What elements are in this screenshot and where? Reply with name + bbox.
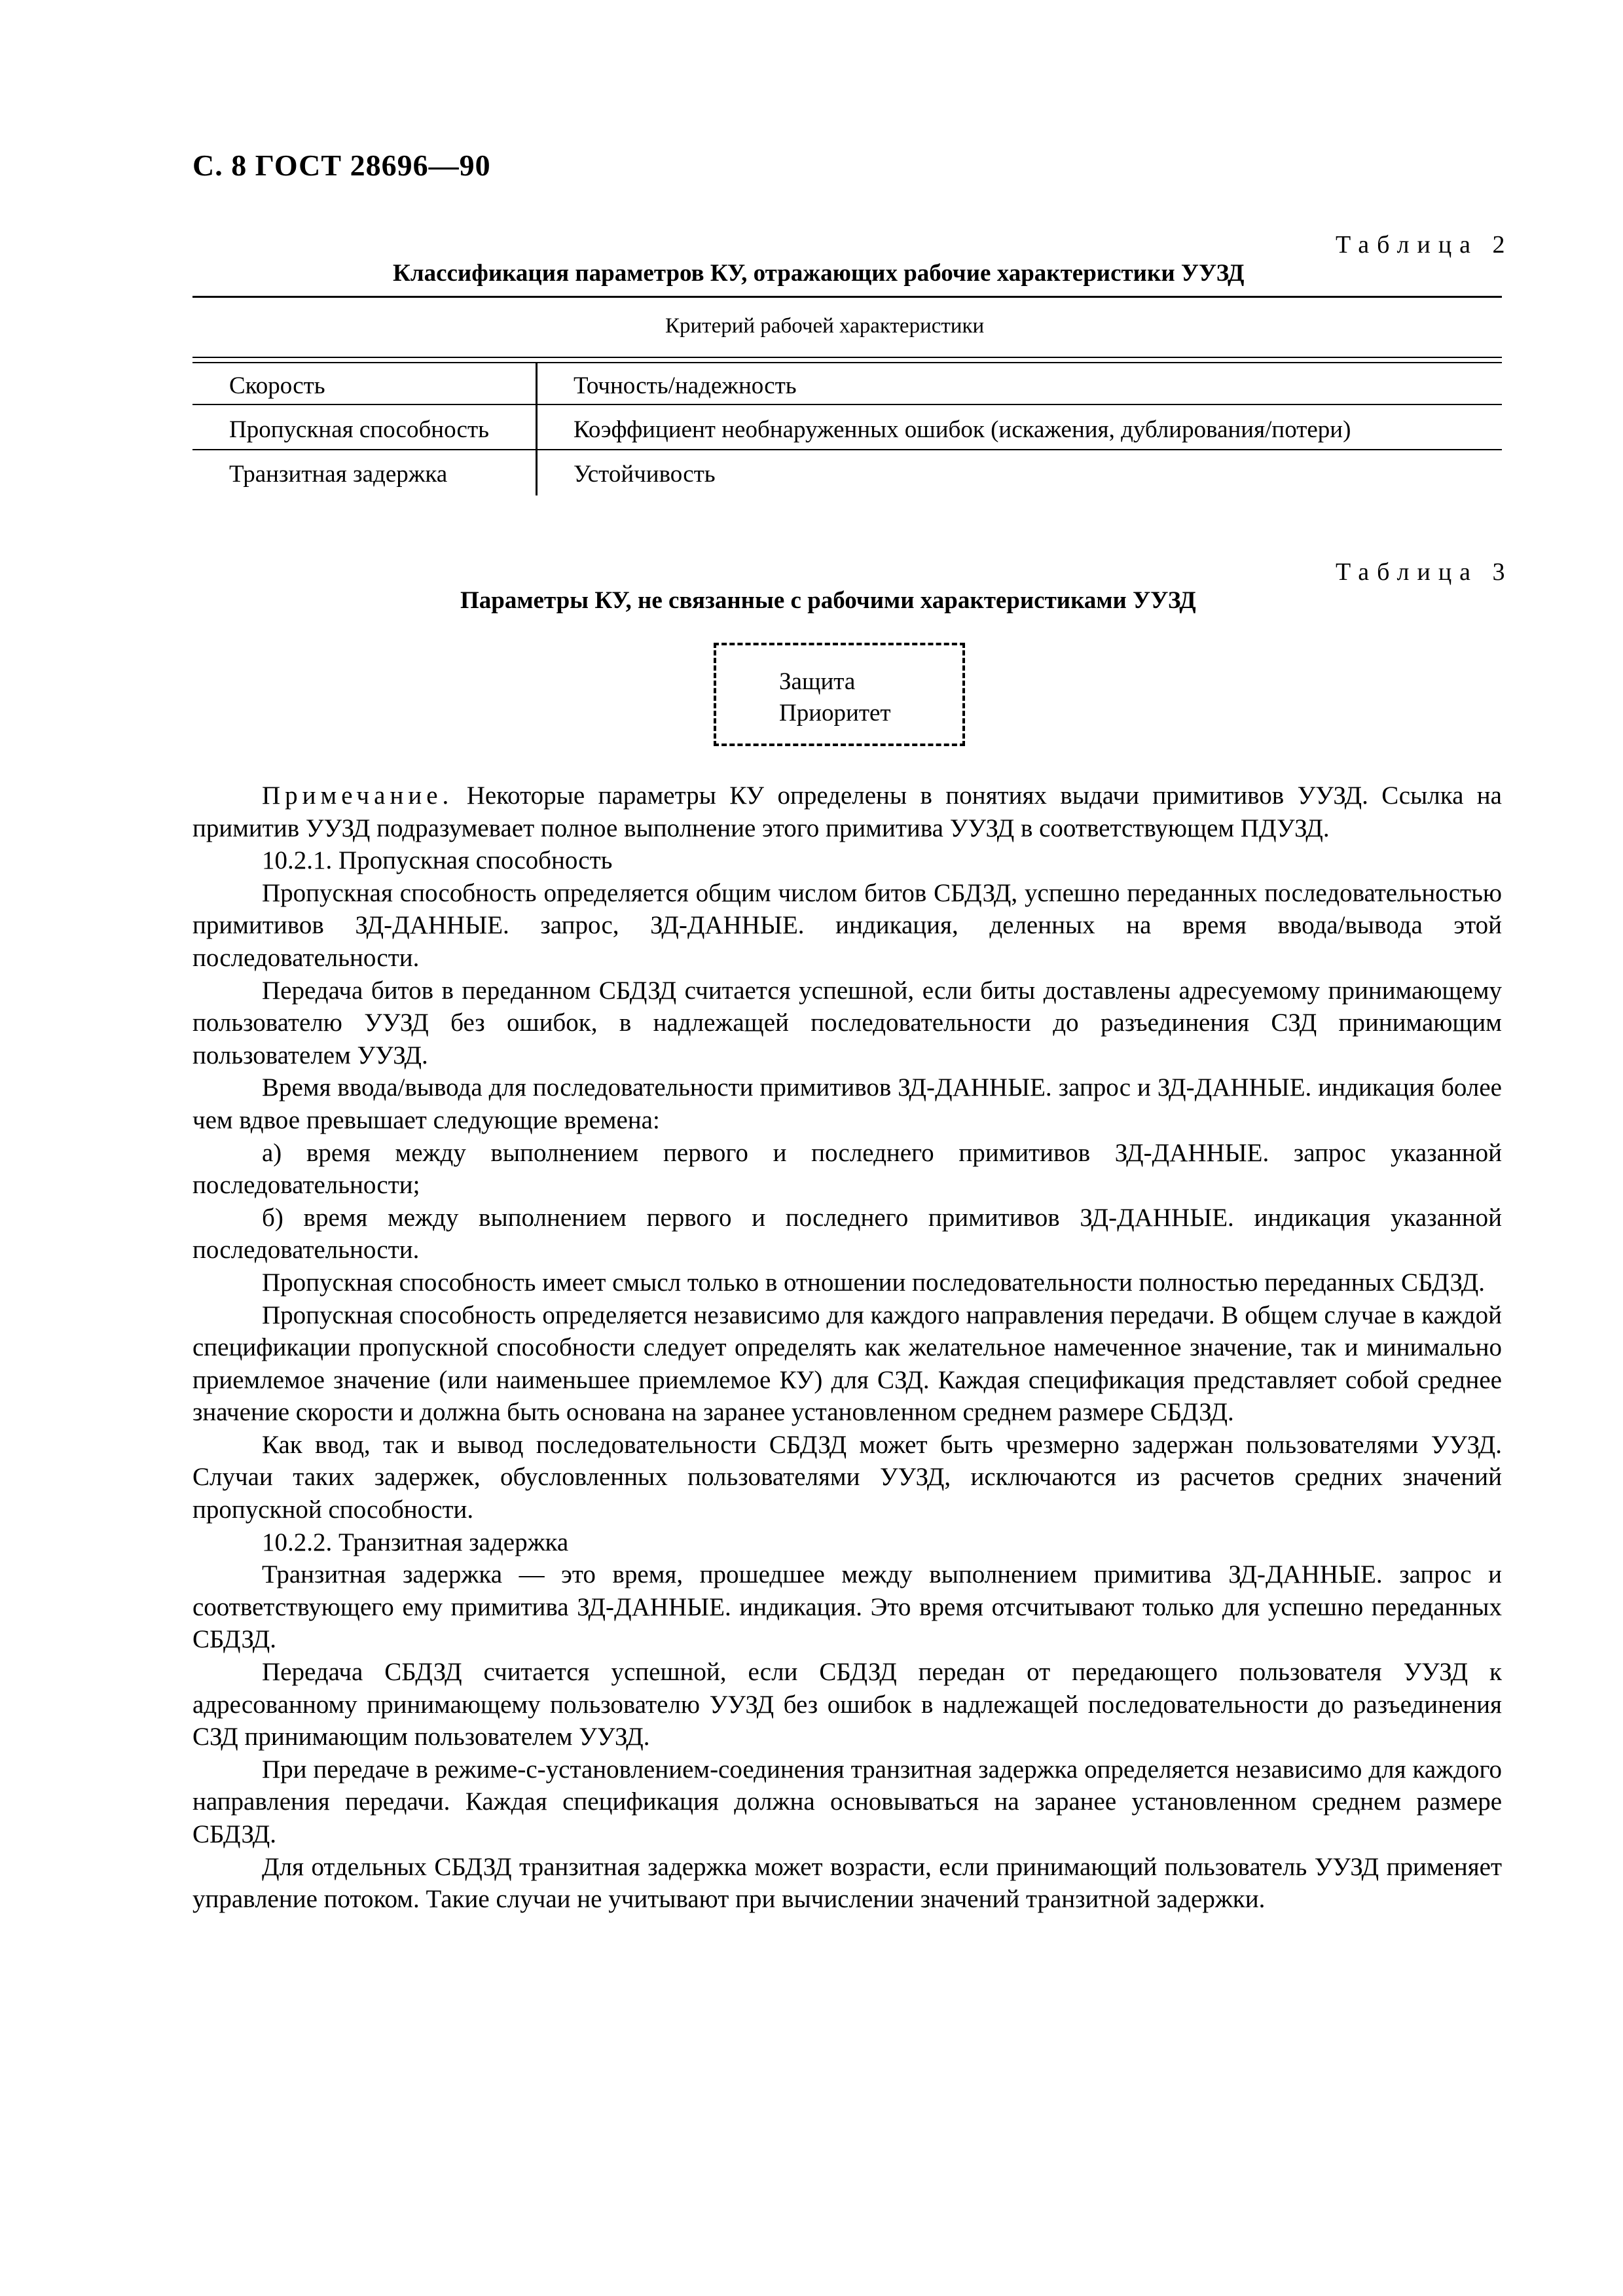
document-body bbox=[192, 780, 1502, 1916]
paragraph: Пропускная способность определяется общим числом битов СБДЗД, успешно переданных последовательностью примитивов ЗД-ДАННЫЕ. запрос, ЗД-ДАННЫЕ. индикация, деленных на время ввода/вывода этой последовательности. bbox=[192, 878, 1502, 972]
table3-item-priority: Приоритет bbox=[779, 700, 891, 726]
section-10-2-1-heading: 10.2.1. Пропускная способность bbox=[262, 846, 613, 875]
list-item-a: а) время между выполнением первого и последнего примитивов ЗД-ДАННЫЕ. запрос указанной последовательности; bbox=[192, 1138, 1502, 1200]
table3-item-protection: Защита bbox=[779, 668, 856, 695]
page-header: С. 8 ГОСТ 28696—90 bbox=[192, 149, 491, 182]
paragraph: Пропускная способность определяется независимо для каждого направления передачи. В общем случае в каждой спецификации пропускной способности следует определять как желательное намеченное значение, так и минимально приемлемое значение (или наименьшее приемлемое КУ) для СЗД. Каждая спецификация представляет собой среднее значение скорости и должна быть основана на заранее установленном среднем размере СБДЗД. bbox=[192, 1300, 1502, 1427]
table2-double-rule-1 bbox=[192, 357, 1502, 358]
paragraph: Передача битов в переданном СБДЗД считается успешной, если биты доставлены адресуемому принимающему пользователю УУЗД без ошибок, в надлежащей последовательности до разъединения СЗД принимающим пользователем УУЗД. bbox=[192, 976, 1502, 1069]
note-label: Примечание. bbox=[262, 781, 454, 810]
paragraph: Для отдельных СБДЗД транзитная задержка может возрасти, если принимающий пользователь УУЗД применяет управление потоком. Такие случаи не учитывают при вычислении значений транзитной задержки. bbox=[192, 1852, 1502, 1914]
table2-row-rule-1 bbox=[192, 404, 1502, 405]
paragraph: Время ввода/вывода для последовательности примитивов ЗД-ДАННЫЕ. запрос и ЗД-ДАННЫЕ. индикация более чем вдвое превышает следующие времена: bbox=[192, 1073, 1502, 1134]
table2-cell-r1c1: Скорость bbox=[229, 372, 325, 399]
list-item-b: б) время между выполнением первого и последнего примитивов ЗД-ДАННЫЕ. индикация указанной последовательности. bbox=[192, 1203, 1502, 1265]
table2-title: Классификация параметров КУ, отражающих рабочие характеристики УУЗД bbox=[393, 260, 1245, 287]
table2-cell-r1c2: Точность/надежность bbox=[574, 372, 797, 399]
paragraph: Транзитная задержка — это время, прошедшее между выполнением примитива ЗД-ДАННЫЕ. запрос и соответствующего ему примитива ЗД-ДАННЫЕ. индикация. Это время отсчитывают только для успешно переданных СБДЗД. bbox=[192, 1560, 1502, 1654]
table2-cell-r3c2: Устойчивость bbox=[574, 461, 716, 488]
note-paragraph bbox=[192, 780, 1502, 844]
paragraph: Передача СБДЗД считается успешной, если СБДЗД передан от передающего пользователя УУЗД к адресованному принимающему пользователю УУЗД без ошибок в надлежащей последовательности до разъединения СЗД принимающим пользователем УУЗД. bbox=[192, 1658, 1502, 1751]
table2-label: Таблица 2 bbox=[1336, 231, 1513, 259]
table2-cell-r3c1: Транзитная задержка bbox=[229, 461, 448, 488]
paragraph: Пропускная способность имеет смысл только в отношении последовательности полностью переданных СБДЗД. bbox=[262, 1268, 1486, 1297]
table2-criterion-header: Критерий рабочей характеристики bbox=[665, 314, 985, 338]
paragraph: Как ввод, так и вывод последовательности СБДЗД может быть чрезмерно задержан пользователями УУЗД. Случаи таких задержек, обусловленных пользователями УУЗД, исключаются из расчетов средних значений пропускной способности. bbox=[192, 1430, 1502, 1524]
table2-cell-r2c1: Пропускная способность bbox=[229, 416, 489, 443]
table2-row-rule-2 bbox=[192, 449, 1502, 450]
table3-label: Таблица 3 bbox=[1336, 558, 1513, 586]
table2-cell-r2c2: Коэффициент необнаруженных ошибок (искажения, дублирования/потери) bbox=[574, 416, 1351, 443]
table3-title: Параметры КУ, не связанные с рабочими характеристиками УУЗД bbox=[460, 587, 1196, 614]
table2-column-divider bbox=[536, 363, 538, 495]
note-text: Некоторые параметры КУ определены в понятиях выдачи примитивов УУЗД. Ссылка на примитив УУЗД подразумевает полное выполнение этого примитива УУЗД в соответствующем ПДУЗД. bbox=[192, 781, 1502, 842]
paragraph: При передаче в режиме-с-установлением-соединения транзитная задержка определяется независимо для каждого направления передачи. Каждая спецификация должна основываться на заранее установленном среднем размере СБДЗД. bbox=[192, 1755, 1502, 1848]
table2-top-rule bbox=[192, 296, 1502, 298]
table2-double-rule-2 bbox=[192, 362, 1502, 363]
section-10-2-2-heading: 10.2.2. Транзитная задержка bbox=[262, 1528, 569, 1556]
